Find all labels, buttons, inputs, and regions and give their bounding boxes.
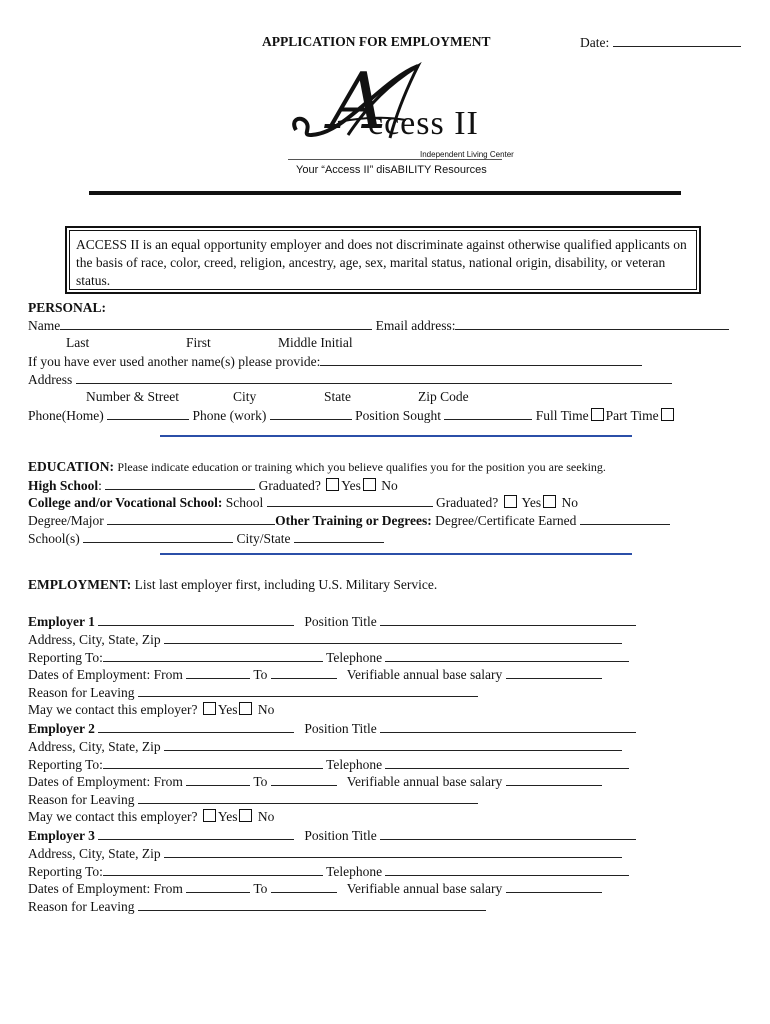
personal-heading: PERSONAL:	[28, 300, 107, 315]
name-part-last: Last	[66, 335, 90, 350]
education-intro: Please indicate education or training which you believe qualifies you for the position you are seeking.	[117, 460, 606, 474]
employer-row	[28, 666, 602, 683]
degree-row	[28, 512, 670, 529]
part-time-checkbox[interactable]	[661, 408, 674, 421]
logo-text: ccess II	[368, 105, 479, 142]
address-part-city: City	[233, 389, 257, 404]
telephone-label: Telephone	[326, 649, 383, 665]
date-from-field[interactable]	[186, 773, 250, 786]
reporting-to-field[interactable]	[103, 649, 323, 662]
employer-row	[28, 880, 602, 897]
employer-row	[28, 809, 274, 825]
contact-label: May we contact this employer?	[28, 702, 198, 717]
reason-label: Reason for Leaving	[28, 792, 135, 808]
page-title: APPLICATION FOR EMPLOYMENT	[262, 34, 491, 49]
logo-tagline: Your “Access II” disABILITY Resources	[296, 164, 487, 176]
college-no-label: No	[561, 495, 579, 510]
reason-field[interactable]	[138, 684, 478, 697]
degree-field[interactable]	[107, 512, 275, 525]
employer-name-field[interactable]	[98, 720, 294, 733]
high-school-label: High School	[28, 478, 99, 493]
name-part-first: First	[186, 335, 211, 350]
dates-from-label: Dates of Employment: From	[28, 774, 183, 790]
other-names-row	[28, 353, 642, 370]
certificate-field[interactable]	[580, 512, 670, 525]
city-state-label: City/State	[236, 531, 291, 546]
schools-field[interactable]	[83, 530, 233, 543]
employer-row	[28, 702, 274, 718]
reason-label: Reason for Leaving	[28, 899, 135, 915]
contact-yes-checkbox[interactable]	[203, 702, 216, 715]
full-time-checkbox[interactable]	[591, 408, 604, 421]
salary-field[interactable]	[506, 880, 602, 893]
date-from-field[interactable]	[186, 880, 250, 893]
employer-address-label: Address, City, State, Zip	[28, 845, 161, 861]
logo-divider	[288, 159, 502, 160]
salary-label: Verifiable annual base salary	[346, 667, 503, 683]
address-label: Address	[28, 372, 73, 387]
college-row	[28, 494, 578, 511]
position-sought-field[interactable]	[444, 407, 532, 420]
employer-row	[28, 738, 622, 755]
address-part-zip: Zip Code	[418, 389, 469, 404]
phone-home-label: Phone(Home)	[28, 408, 104, 423]
date-line[interactable]	[613, 34, 741, 47]
hs-no-checkbox[interactable]	[363, 478, 376, 491]
date-from-field[interactable]	[186, 666, 250, 679]
reporting-to-label: Reporting To:	[28, 863, 103, 879]
date-field[interactable]	[580, 34, 741, 51]
dates-from-label: Dates of Employment: From	[28, 667, 183, 683]
telephone-label: Telephone	[326, 756, 383, 772]
reason-field[interactable]	[138, 791, 478, 804]
employer-row	[28, 845, 622, 862]
date-to-field[interactable]	[271, 773, 337, 786]
phone-work-label: Phone (work)	[192, 408, 267, 423]
schools-row	[28, 530, 384, 547]
position-title-label: Position Title	[304, 828, 377, 843]
reason-field[interactable]	[138, 898, 486, 911]
email-label: Email address:	[375, 318, 456, 333]
employer-row	[28, 649, 629, 666]
college-school-field[interactable]	[267, 494, 433, 507]
phone-home-field[interactable]	[107, 407, 189, 420]
employer-address-field[interactable]	[164, 631, 622, 644]
salary-field[interactable]	[506, 773, 602, 786]
hs-yes-checkbox[interactable]	[326, 478, 339, 491]
date-to-field[interactable]	[271, 880, 337, 893]
section-divider	[160, 435, 632, 437]
phone-row	[28, 407, 676, 424]
graduated-label: Graduated?	[258, 478, 321, 493]
logo-initial: A	[330, 57, 387, 147]
employer-row	[28, 613, 636, 630]
hs-no-label: No	[381, 478, 398, 493]
employer-label: Employer 1	[28, 614, 95, 629]
address-part-state: State	[324, 389, 351, 404]
employer-name-field[interactable]	[98, 613, 294, 626]
position-sought-label: Position Sought	[355, 408, 442, 423]
name-row	[28, 317, 729, 334]
employment-heading-row	[28, 577, 437, 593]
equal-opportunity-notice	[65, 226, 701, 294]
phone-work-field[interactable]	[270, 407, 352, 420]
logo-subtitle: Independent Living Center	[420, 150, 514, 159]
employer-address-label: Address, City, State, Zip	[28, 631, 161, 647]
contact-no-label: No	[257, 809, 275, 824]
address-field[interactable]	[76, 371, 672, 384]
school-label: School	[225, 495, 264, 510]
employment-heading: EMPLOYMENT:	[28, 577, 132, 592]
employer-name-field[interactable]	[98, 827, 294, 840]
high-school-row: High School: Graduated? Yes No	[28, 478, 398, 493]
reporting-to-field[interactable]	[103, 756, 323, 769]
reporting-to-label: Reporting To:	[28, 649, 103, 665]
position-title-field[interactable]	[380, 720, 636, 733]
header-rule	[89, 191, 681, 195]
email-field[interactable]	[455, 317, 729, 330]
contact-no-checkbox[interactable]	[239, 702, 252, 715]
position-title-field[interactable]	[380, 827, 636, 840]
salary-label: Verifiable annual base salary	[346, 881, 503, 897]
position-title-label: Position Title	[304, 721, 377, 736]
telephone-field[interactable]	[385, 863, 629, 876]
other-names-field[interactable]	[320, 353, 642, 366]
name-part-middle: Middle Initial	[278, 335, 353, 350]
employer-label: Employer 2	[28, 721, 95, 736]
degree-label: Degree/Major	[28, 513, 104, 528]
employer-row	[28, 720, 636, 737]
education-heading: EDUCATION:	[28, 459, 115, 474]
employer-row	[28, 827, 636, 844]
hs-yes-label: Yes	[341, 478, 361, 493]
college-label: College and/or Vocational School:	[28, 495, 223, 510]
employer-label: Employer 3	[28, 828, 95, 843]
employer-row	[28, 756, 629, 773]
employer-address-label: Address, City, State, Zip	[28, 738, 161, 754]
contact-no-label: No	[257, 702, 275, 717]
salary-field[interactable]	[506, 666, 602, 679]
employer-row	[28, 863, 629, 880]
other-training-label: Other Training or Degrees:	[275, 513, 432, 528]
logo	[288, 57, 514, 180]
contact-yes-label: Yes	[217, 809, 238, 824]
certificate-label: Degree/Certificate Earned	[435, 513, 577, 528]
contact-no-checkbox[interactable]	[239, 809, 252, 822]
address-row	[28, 371, 672, 388]
employer-row	[28, 773, 602, 790]
telephone-label: Telephone	[326, 863, 383, 879]
schools-label: School(s)	[28, 531, 80, 546]
notice-text: ACCESS II is an equal opportunity employer and does not discriminate against otherwise qualified applicants on the basis of race, color, creed, religion, ancestry, age, sex, marital status, national origin, disability, or veteran status.	[69, 230, 697, 290]
name-field[interactable]	[60, 317, 372, 330]
college-no-checkbox[interactable]	[543, 495, 556, 508]
employer-row	[28, 631, 622, 648]
section-divider	[160, 553, 632, 555]
address-part-street: Number & Street	[86, 389, 179, 404]
employer-row	[28, 684, 478, 701]
employer-row	[28, 898, 486, 915]
reporting-to-field[interactable]	[103, 863, 323, 876]
employer-row	[28, 791, 478, 808]
other-names-label: If you have ever used another name(s) please provide:	[28, 354, 321, 369]
dates-to-label: To	[253, 667, 268, 683]
position-title-field[interactable]	[380, 613, 636, 626]
high-school-field[interactable]	[105, 477, 255, 490]
full-time-label: Full Time	[535, 408, 589, 423]
employer-address-field[interactable]	[164, 845, 622, 858]
date-label: Date:	[580, 35, 610, 50]
city-state-field[interactable]	[294, 530, 384, 543]
reason-label: Reason for Leaving	[28, 685, 135, 701]
date-to-field[interactable]	[271, 666, 337, 679]
telephone-field[interactable]	[385, 756, 629, 769]
part-time-label: Part Time	[605, 408, 659, 423]
education-heading-row	[28, 459, 606, 475]
employer-address-field[interactable]	[164, 738, 622, 751]
employment-intro: List last employer first, including U.S. Military Service.	[134, 577, 438, 592]
college-graduated-label: Graduated?	[436, 495, 499, 510]
college-yes-checkbox[interactable]	[504, 495, 517, 508]
contact-yes-label: Yes	[217, 702, 238, 717]
dates-to-label: To	[253, 881, 268, 897]
contact-label: May we contact this employer?	[28, 809, 198, 824]
position-title-label: Position Title	[304, 614, 377, 629]
dates-to-label: To	[253, 774, 268, 790]
college-yes-label: Yes	[521, 495, 542, 510]
telephone-field[interactable]	[385, 649, 629, 662]
salary-label: Verifiable annual base salary	[346, 774, 503, 790]
dates-from-label: Dates of Employment: From	[28, 881, 183, 897]
name-label: Name	[28, 318, 61, 333]
reporting-to-label: Reporting To:	[28, 756, 103, 772]
contact-yes-checkbox[interactable]	[203, 809, 216, 822]
